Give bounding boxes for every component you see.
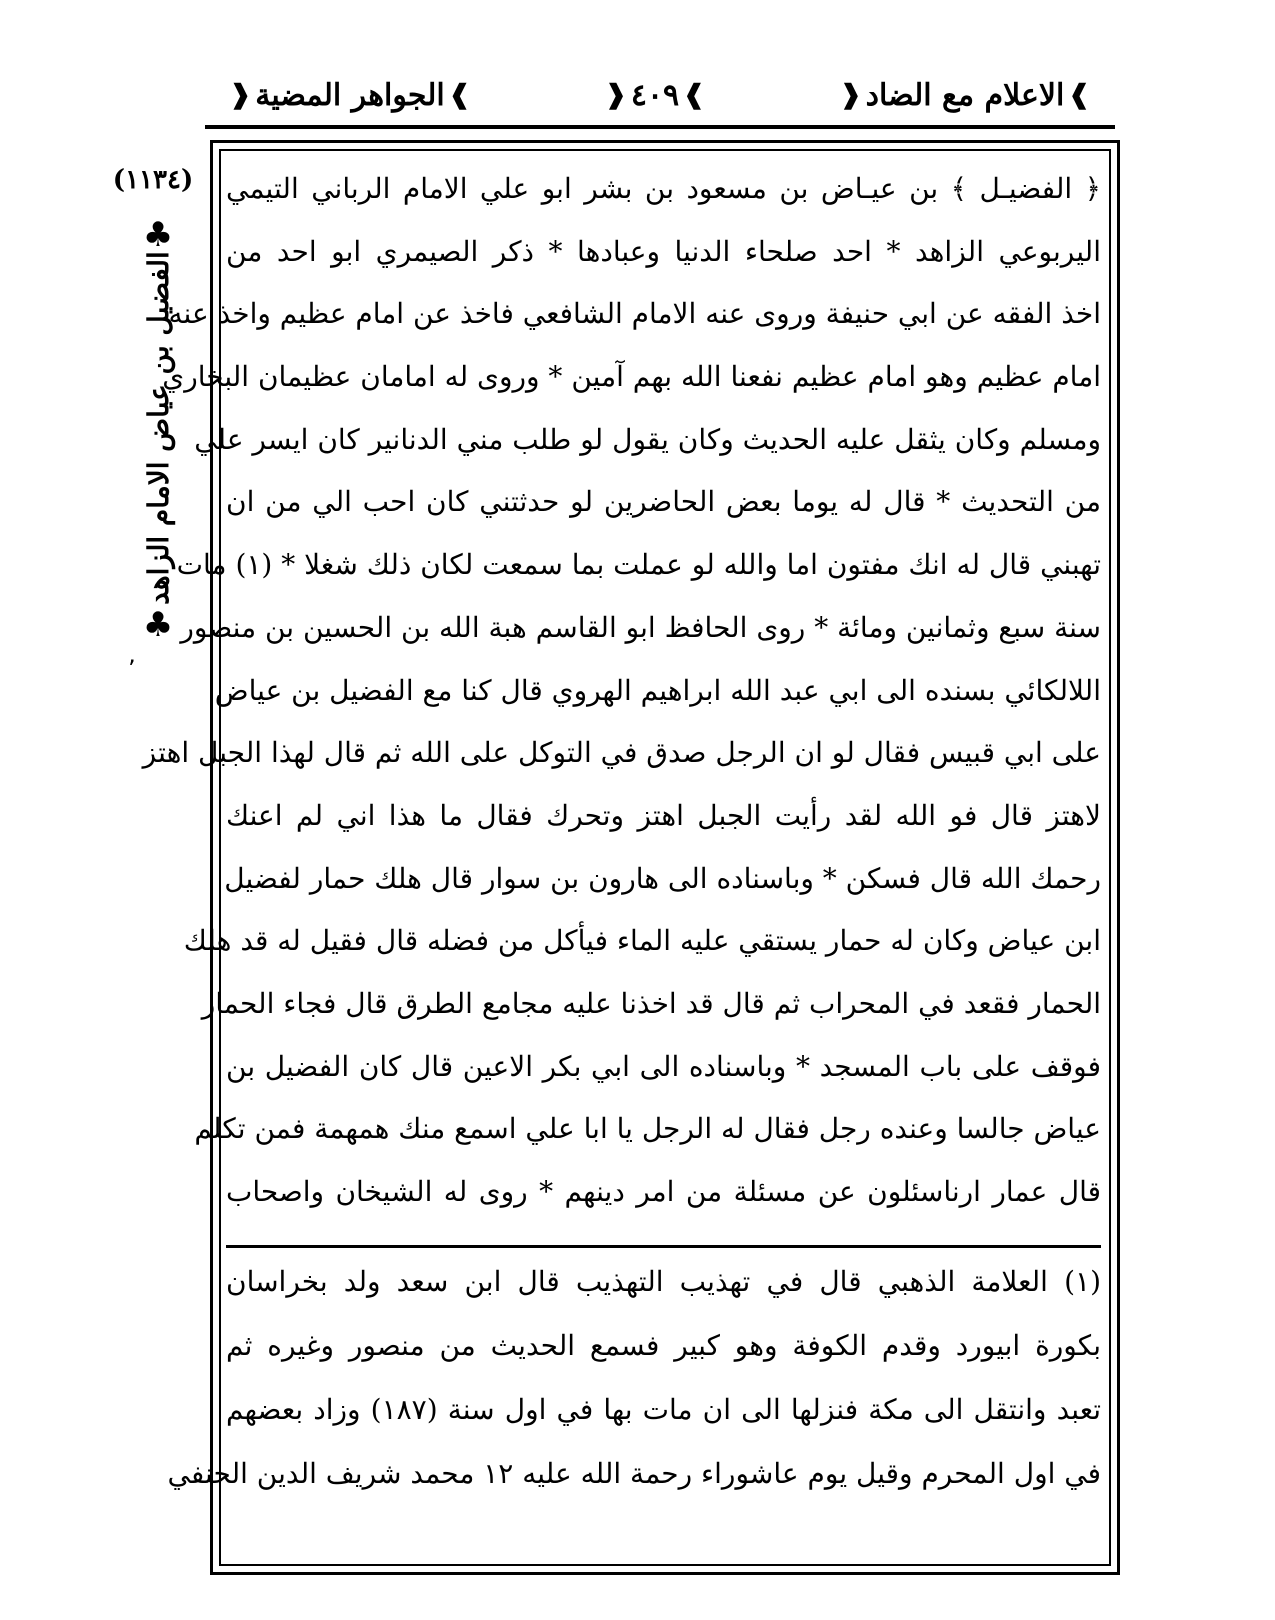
header-ornament-icon: ❰	[605, 80, 627, 110]
header-right-title	[815, 70, 1115, 120]
footnote-line: في اول المحرم وقيل يوم عاشوراء رحمة الله عليه ١٢ محمد شريف الدين الحنفي	[167, 1457, 1101, 1490]
margin-ornament-icon: ♣	[142, 215, 174, 255]
body-line: ابن عياض وكان له حمار يستقي عليه الماء فيأكل من فضله قال فقيل له قد هلك	[183, 924, 1101, 958]
entry-number: (١١٣٤)	[112, 165, 194, 195]
body-line: رحمك الله قال فسكن * وباسناده الى هارون بن سوار قال هلك حمار لفضيل	[224, 861, 1101, 895]
header-left-title	[205, 70, 495, 120]
header-ornament-icon: ❰	[229, 80, 252, 110]
footnote-rule	[226, 1245, 1101, 1248]
body-line: اليربوعي الزاهد * احد صلحاء الدنيا وعبادها * ذكر الصيمري ابو احد من	[226, 234, 1101, 268]
body-line: اللالكائي بسنده الى ابي عبد الله ابراهيم الهروي قال كنا مع الفضيل بن عياض	[214, 673, 1101, 707]
body-line: من التحديث * قال له يوما بعض الحاضرين لو حدثتني كان احب الي من ان	[226, 485, 1101, 519]
body-line: امام عظيم وهو امام عظيم نفعنا الله بهم آمين * وروى له امامان عظيمان البخاري	[162, 360, 1101, 394]
body-line: ومسلم وكان يثقل عليه الحديث وكان يقول لو طلب مني الدنانير كان ايسر علي	[194, 422, 1101, 456]
footnote-line: تعبد وانتقل الى مكة فنزلها الى ان مات بها في اول سنة (١٨٧) وزاد بعضهم	[226, 1393, 1102, 1426]
body-line: تهبني قال له انك مفتون اما والله لو عملت بما سمعت لكان ذلك شغلا * (١) مات	[176, 548, 1101, 582]
header-ornament-icon: ❱	[448, 80, 471, 110]
header-rule	[205, 125, 1115, 129]
header-section-title: الاعلام مع الضاد	[865, 77, 1065, 113]
footnote-line: بكورة ابيورد وقدم الكوفة وهو كبير فسمع الحديث من منصور وغيره ثم	[226, 1329, 1101, 1362]
body-line: فوقف على باب المسجد * وباسناده الى ابي بكر الاعين قال كان الفضيل بن	[226, 1049, 1101, 1083]
body-line: على ابي قبيس فقال لو ان الرجل صدق في التوكل على الله ثم قال لهذا الجبل اهتز	[142, 736, 1101, 770]
body-line: لاهتز قال فو الله لقد رأيت الجبل اهتز وتحرك فقال ما هذا اني لم اعنك	[226, 798, 1101, 832]
page-number: ٤٠٩	[630, 77, 680, 113]
margin-mark: ٬	[128, 655, 136, 683]
margin-title: الفضيل بن عياض الامام الزاهد	[141, 250, 175, 605]
footnote-line: (١) العلامة الذهبي قال في تهذيب التهذيب قال ابن سعد ولد بخراسان	[226, 1265, 1101, 1298]
body-line: عياض جالسا وعنده رجل فقال له الرجل يا ابا علي اسمع منك همهمة فمن تكلم	[194, 1112, 1101, 1146]
header-page-number	[575, 70, 735, 120]
header-book-title: الجواهر المضية	[255, 77, 445, 113]
body-line: اخذ الفقه عن ابي حنيفة وروى عنه الامام الشافعي فاخذ عن امام عظيم واخذ عنه	[168, 297, 1101, 331]
header-ornament-icon: ❱	[1068, 80, 1091, 110]
margin-title-box	[113, 250, 203, 605]
body-line: قال عمار ارناسئلون عن مسئلة من امر دينهم * روى له الشيخان واصحاب	[226, 1175, 1101, 1208]
margin-ornament-icon: ♣	[142, 605, 174, 645]
body-line: الحمار فقعد في المحراب ثم قال قد اخذنا عليه مجامع الطرق قال فجاء الحمار	[201, 986, 1101, 1020]
header-ornament-icon: ❱	[683, 80, 705, 110]
body-line: سنة سبع وثمانين ومائة * روى الحافظ ابو القاسم هبة الله بن الحسين بن منصور	[180, 610, 1101, 644]
footnote	[167, 1250, 1102, 1506]
body-line: ﴿ الفضيـل ﴾ بن عيـاض بن مسعود بن بشر ابو علي الامام الرباني التيمي	[226, 172, 1101, 205]
running-header	[205, 70, 1115, 120]
header-ornament-icon: ❰	[839, 80, 862, 110]
